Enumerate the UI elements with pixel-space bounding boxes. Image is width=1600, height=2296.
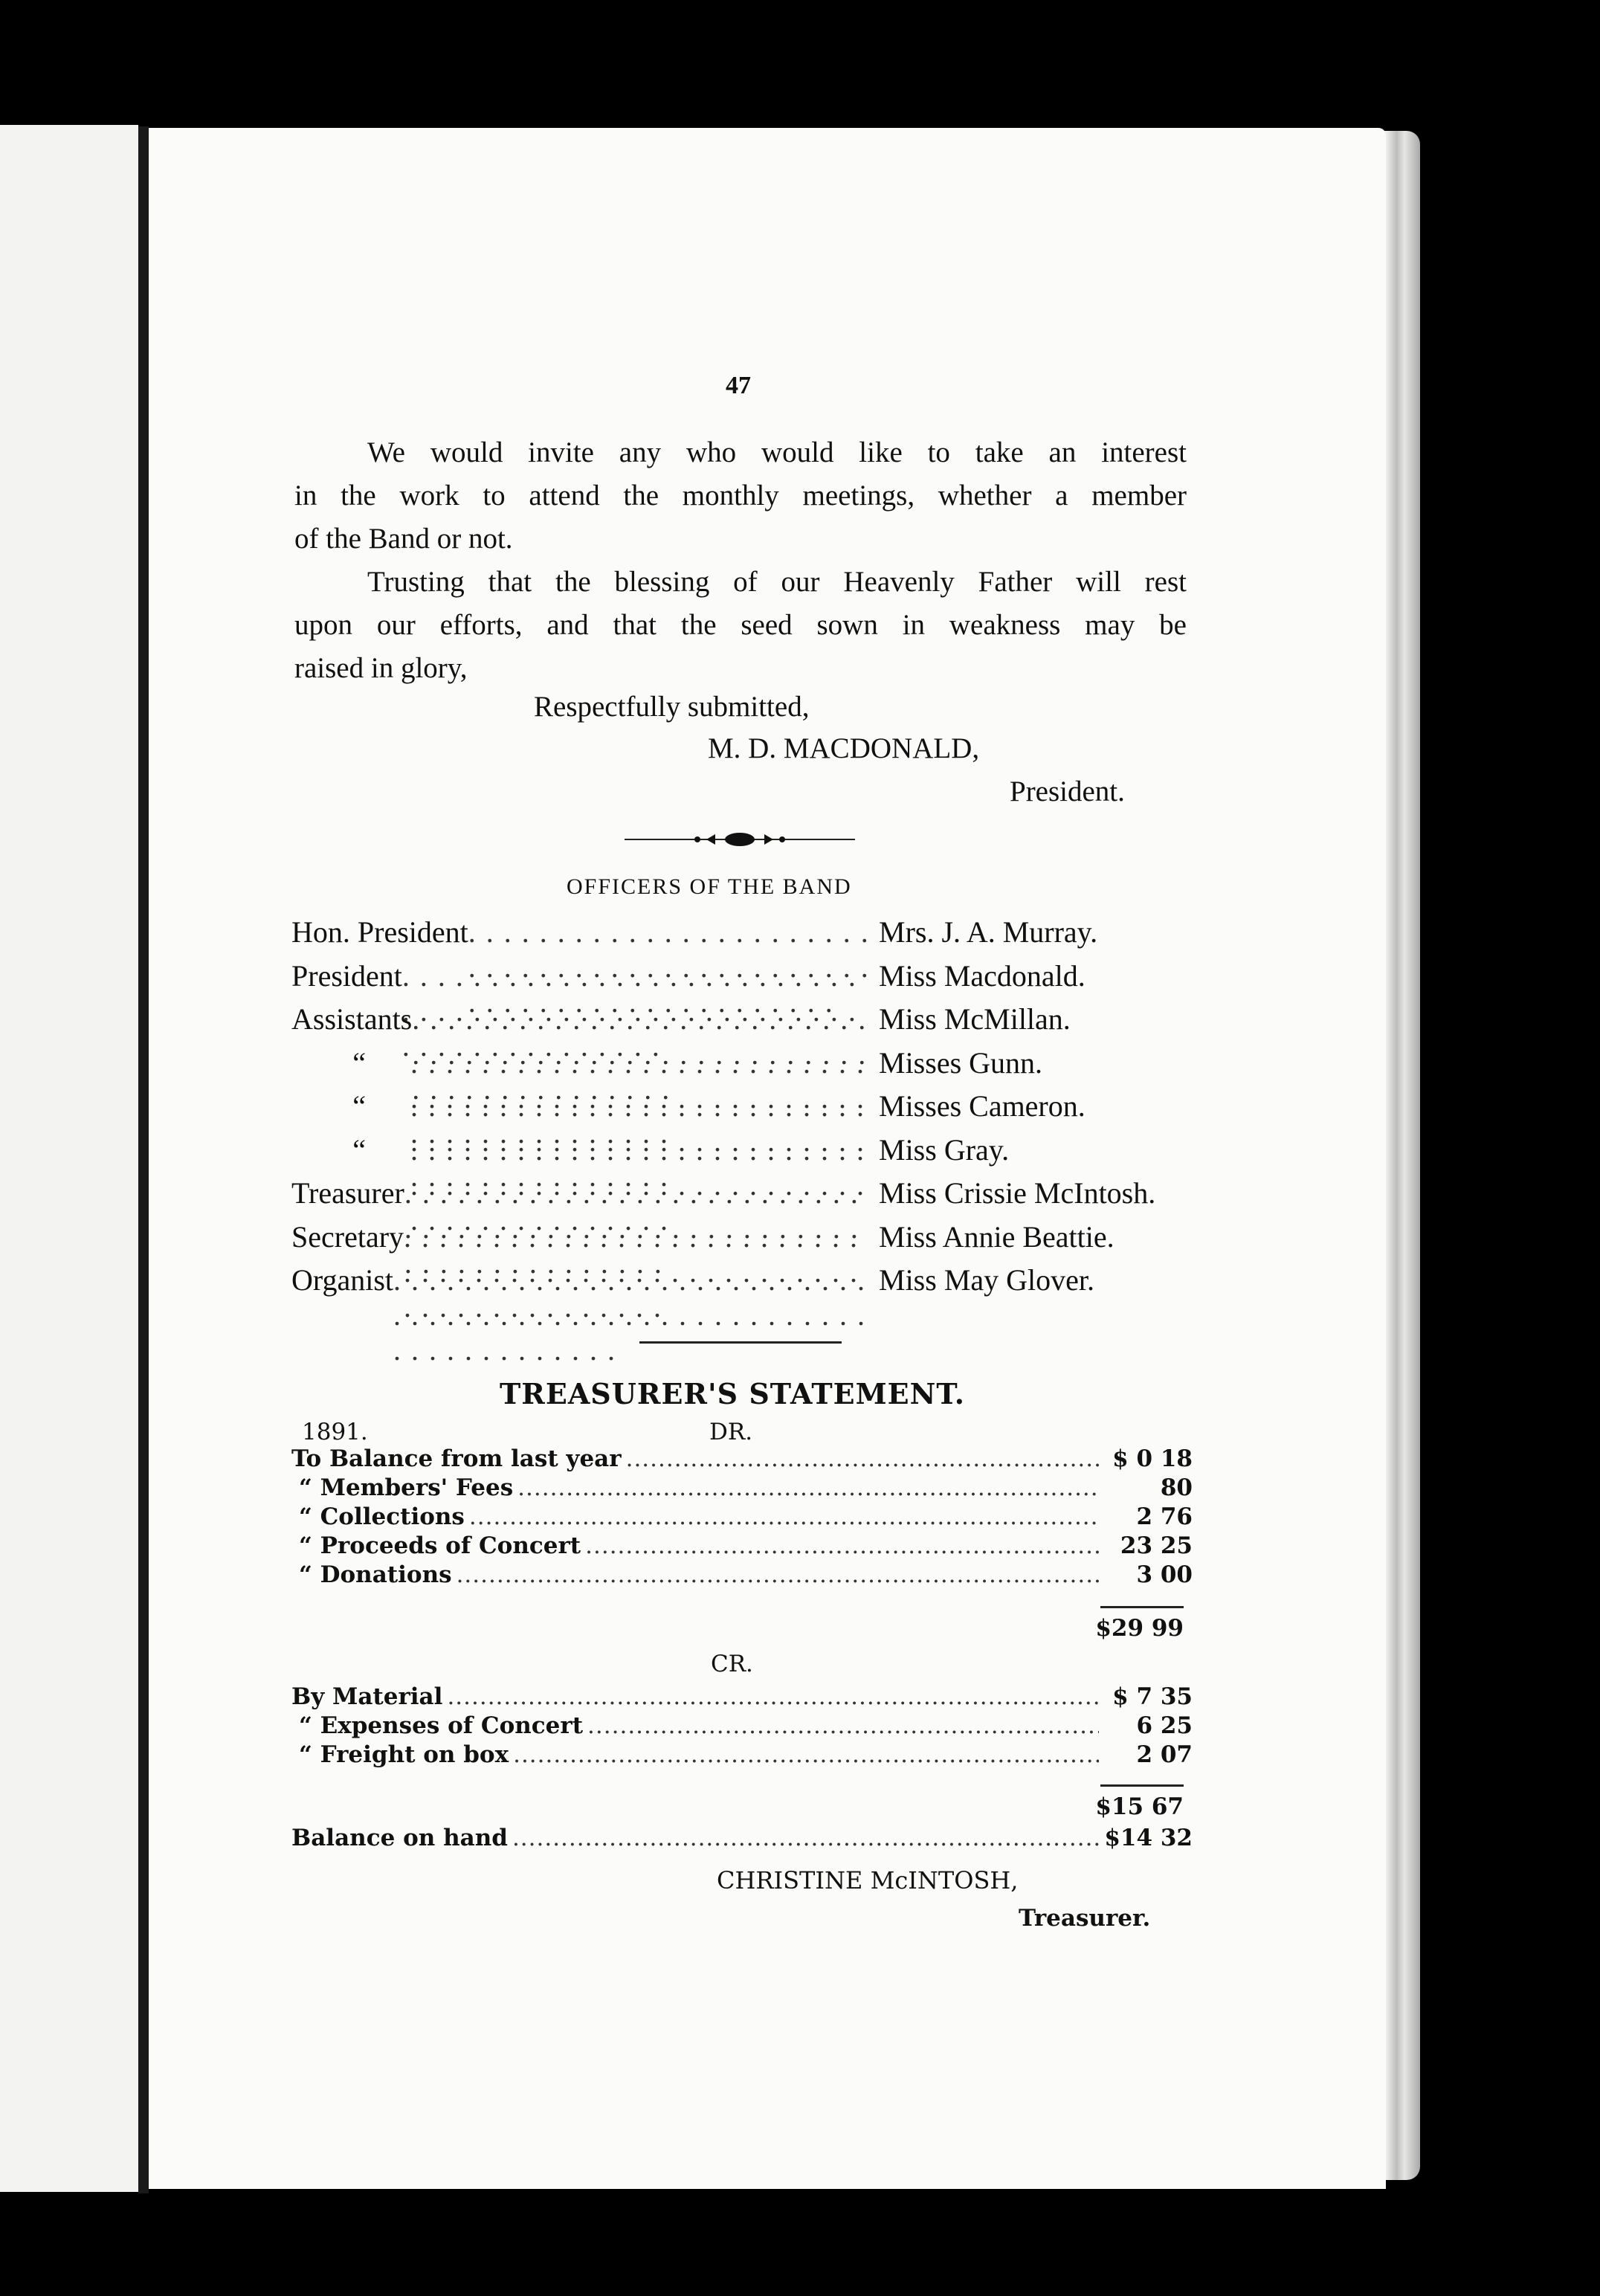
ledger-amount: 6 25 xyxy=(1136,1712,1193,1739)
officer-role: Assistants xyxy=(291,1002,413,1036)
officer-name: Misses Cameron. xyxy=(879,1089,1086,1123)
dot-leader xyxy=(457,1561,1099,1588)
paragraph-line: We would invite any who would like to take an interest xyxy=(367,436,1187,468)
officer-role: Organist xyxy=(291,1263,394,1297)
ledger-amount: 2 07 xyxy=(1136,1741,1193,1768)
ledger-row xyxy=(291,1712,1193,1741)
ledger-label: “ Expenses of Concert xyxy=(299,1712,584,1739)
officer-row xyxy=(291,1002,1213,1045)
officer-role: Secretary xyxy=(291,1219,404,1254)
officer-role: Hon. President xyxy=(291,915,468,949)
paragraph-line: raised in glory, xyxy=(294,652,468,684)
officer-name: Mrs. J. A. Murray. xyxy=(879,915,1098,949)
paragraph-invitation xyxy=(294,431,1187,561)
ledger-label: “ Proceeds of Concert xyxy=(299,1532,581,1559)
ledger-label: “ Collections xyxy=(299,1503,465,1530)
officer-name: Miss Gray. xyxy=(879,1132,1010,1167)
paragraph-line: of the Band or not. xyxy=(294,523,513,555)
balance-label: Balance on hand xyxy=(291,1825,508,1851)
paragraph-line: in the work to attend the monthly meetings, whether a member xyxy=(294,480,1187,512)
credit-ledger xyxy=(291,1683,1193,1770)
officer-role-ditto: “ xyxy=(352,1132,366,1167)
dot-leader xyxy=(393,1263,873,1367)
officer-row xyxy=(291,1176,1213,1219)
debit-total: $29 99 xyxy=(1095,1615,1184,1642)
ledger-row xyxy=(291,1445,1193,1474)
ledger-amount: 2 76 xyxy=(1136,1503,1193,1530)
ledger-row xyxy=(291,1474,1193,1503)
credit-total: $15 67 xyxy=(1095,1793,1184,1820)
ledger-amount: 3 00 xyxy=(1136,1561,1193,1588)
ledger-row xyxy=(291,1741,1193,1770)
closing-title: President. xyxy=(1010,775,1125,807)
ledger-row xyxy=(291,1503,1193,1532)
closing-salutation: Respectfully submitted, xyxy=(534,691,810,723)
closing-name: M. D. MACDONALD, xyxy=(708,732,980,764)
dot-leader xyxy=(513,1741,1099,1768)
dot-leader xyxy=(447,1683,1099,1710)
officer-role: Treasurer xyxy=(291,1176,404,1210)
debit-heading: DR. xyxy=(709,1419,753,1445)
book-gutter xyxy=(138,126,149,2193)
ledger-amount: 80 xyxy=(1160,1474,1193,1501)
page-number: 47 xyxy=(726,372,751,399)
ledger-row xyxy=(291,1683,1193,1712)
ledger-row xyxy=(291,1561,1193,1590)
officer-row xyxy=(291,1219,1213,1263)
ledger-label: To Balance from last year xyxy=(291,1445,622,1472)
officer-name: Miss Crissie McIntosh. xyxy=(879,1176,1156,1210)
officer-name: Miss Annie Beattie. xyxy=(879,1219,1114,1254)
credit-heading: CR. xyxy=(711,1651,753,1677)
officer-role-ditto: “ xyxy=(352,1045,366,1080)
officer-row xyxy=(291,1089,1213,1132)
officer-name: Miss May Glover. xyxy=(879,1263,1094,1297)
ledger-amount: $ 7 35 xyxy=(1112,1683,1193,1710)
dot-leader xyxy=(587,1712,1099,1739)
dot-leader xyxy=(585,1532,1099,1559)
officer-row xyxy=(291,1263,1213,1306)
statement-year: 1891. xyxy=(302,1419,368,1445)
officer-name: Misses Gunn. xyxy=(879,1045,1043,1080)
officer-row xyxy=(291,915,1213,958)
book-page xyxy=(149,128,1386,2189)
dot-leader xyxy=(626,1445,1099,1472)
officer-role-ditto: “ xyxy=(352,1089,366,1123)
officers-list xyxy=(291,915,1213,1306)
ledger-row xyxy=(291,1532,1193,1561)
officer-name: Miss Macdonald. xyxy=(879,958,1086,993)
ornament-divider xyxy=(625,828,855,851)
paragraph-line: Trusting that the blessing of our Heavenly Father will rest xyxy=(367,566,1187,598)
ledger-label: By Material xyxy=(291,1683,443,1710)
dot-leader xyxy=(469,1503,1099,1530)
officer-row xyxy=(291,1045,1213,1089)
ledger-label: “ Donations xyxy=(299,1561,452,1588)
treasurer-signature-title: Treasurer. xyxy=(1019,1905,1151,1932)
ledger-label: “ Freight on box xyxy=(299,1741,509,1768)
ledger-row xyxy=(291,1825,1193,1854)
treasurer-signature-name: CHRISTINE McINTOSH, xyxy=(717,1866,1019,1894)
ledger-amount: 23 25 xyxy=(1120,1532,1193,1559)
officers-heading: OFFICERS OF THE BAND xyxy=(567,874,852,899)
dot-leader xyxy=(512,1825,1099,1851)
paragraph-line: upon our efforts, and that the seed sown in weakness may be xyxy=(294,609,1187,641)
officer-name: Miss McMillan. xyxy=(879,1002,1071,1036)
facing-page xyxy=(0,125,138,2192)
debit-ledger xyxy=(291,1445,1193,1590)
sum-rule xyxy=(1100,1784,1184,1787)
sum-rule xyxy=(1100,1606,1184,1608)
officer-row xyxy=(291,1132,1213,1176)
balance-row xyxy=(291,1825,1193,1854)
balance-amount: $14 32 xyxy=(1104,1825,1193,1851)
paragraph-blessing xyxy=(294,561,1187,690)
dot-leader xyxy=(517,1474,1099,1501)
statement-title: TREASURER'S STATEMENT. xyxy=(500,1377,965,1410)
officer-role: President xyxy=(291,958,402,993)
ledger-amount: $ 0 18 xyxy=(1112,1445,1193,1472)
section-rule xyxy=(639,1341,842,1344)
officer-row xyxy=(291,958,1213,1002)
ledger-label: “ Members' Fees xyxy=(299,1474,514,1501)
